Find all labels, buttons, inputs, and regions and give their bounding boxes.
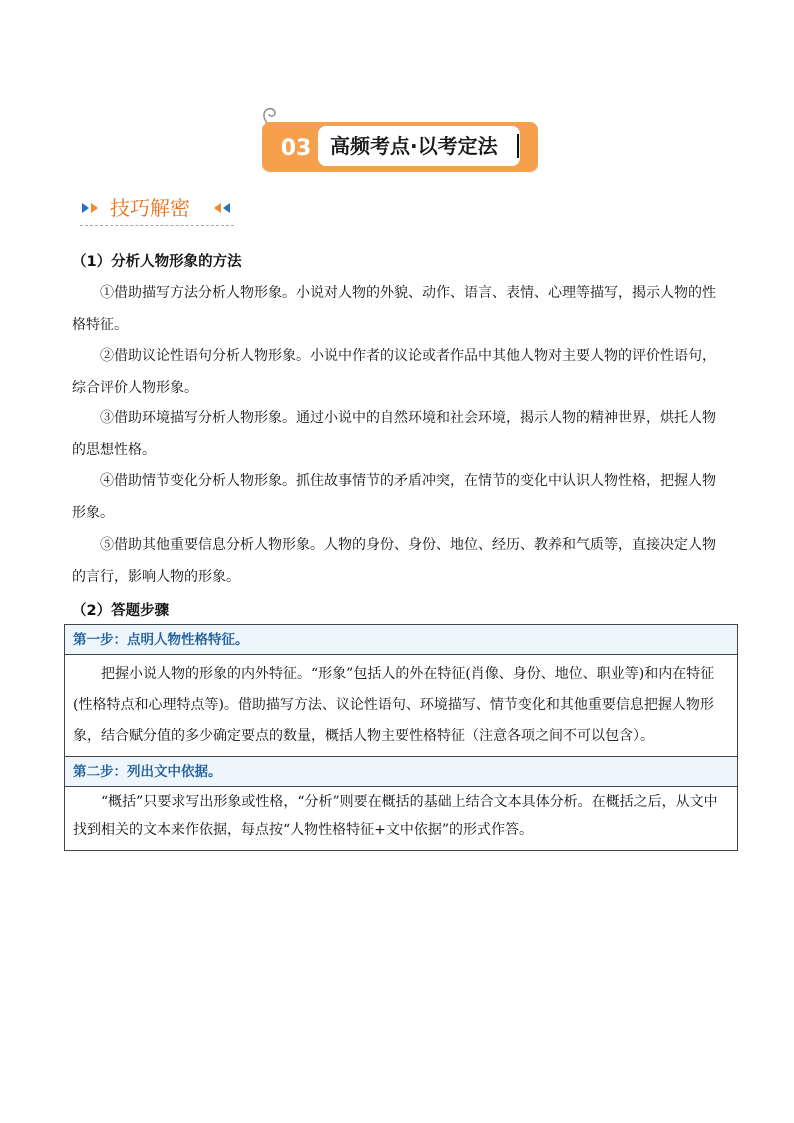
step-1-title: 第一步：点明人物性格特征。 — [73, 632, 249, 648]
method-item-2: ②借助议论性语句分析人物形象。小说中作者的议论或者作品中其他人物对主要人物的评价性语句，综合评价人物形象。 — [72, 348, 716, 396]
part1-heading: （1）分析人物形象的方法 — [72, 254, 242, 270]
section-banner — [260, 104, 540, 172]
table-row — [65, 787, 737, 850]
step-2-title: 第二步：列出文中依据。 — [73, 764, 222, 780]
table-row — [65, 655, 737, 757]
method-item-1: ①借助描写方法分析人物形象。小说对人物的外貌、动作、语言、表情、心理等描写，揭示人物的性格特征。 — [72, 285, 716, 333]
section-title: 技巧解密 — [110, 196, 190, 220]
method-item-5: ⑤借助其他重要信息分析人物形象。人物的身份、身份、地位、经历、教养和气质等，直接决定人物的言行，影响人物的形象。 — [72, 537, 716, 585]
steps-table — [64, 624, 738, 851]
text-cursor — [517, 134, 519, 158]
double-arrow-left-icon — [212, 201, 234, 215]
part2-heading: （2）答题步骤 — [72, 603, 170, 619]
step-1-content: 把握小说人物的形象的内外特征。“形象”包括人的外在特征(肖像、身份、地位、职业等)和内在特征(性格特点和心理特点等)。借助描写方法、议论性语句、环境描写、情节变化和其他重要信息把握人物形象，结合赋分值的多少确定要点的数量，概括人物主要性格特征（注意各项之间不可以包含）。 — [73, 666, 715, 744]
method-item-4: ④借助情节变化分析人物形象。抓住故事情节的矛盾冲突，在情节的变化中认识人物性格，把握人物形象。 — [72, 473, 716, 521]
method-item-3: ③借助环境描写分析人物形象。通过小说中的自然环境和社会环境，揭示人物的精神世界，烘托人物的思想性格。 — [72, 410, 716, 458]
table-row — [65, 625, 737, 655]
double-arrow-right-icon — [80, 201, 102, 215]
banner-title: 高频考点·以考定法 — [330, 134, 498, 158]
step-2-content: “概括”只要求写出形象或性格，“分析”则要在概括的基础上结合文本具体分析。在概括之后，从文中找到相关的文本来作依据，每点按“人物性格特征+文中依据”的形式作答。 — [73, 794, 718, 838]
banner-number: 03 — [280, 136, 312, 161]
table-row — [65, 757, 737, 787]
section-underline — [80, 225, 234, 226]
